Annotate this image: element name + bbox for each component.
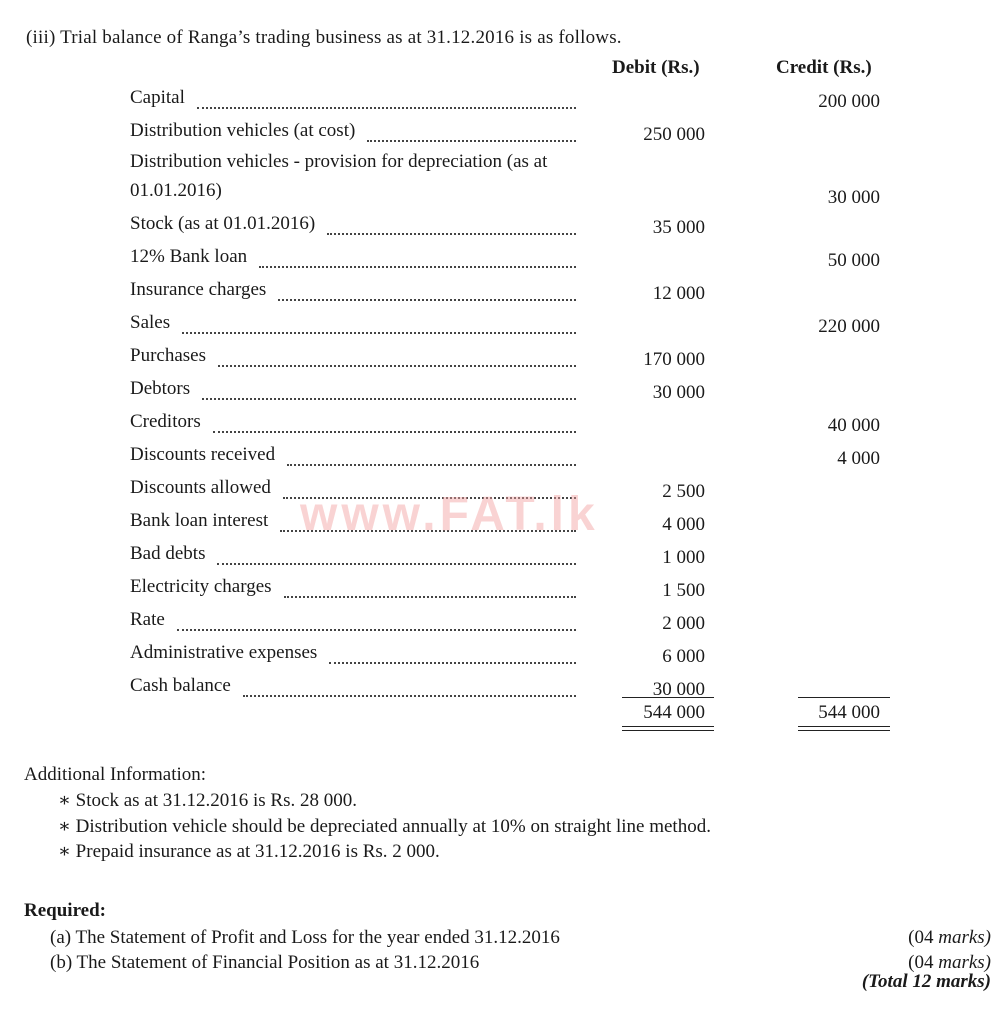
dot-leader	[329, 662, 576, 664]
credit-value: 200 000	[818, 91, 880, 112]
row-label: Stock (as at 01.01.2016)	[130, 213, 316, 234]
table-row	[130, 570, 890, 602]
debit-value: 1 000	[662, 547, 705, 568]
additional-info-text: Prepaid insurance as at 31.12.2016 is Rs. 2 000.	[75, 841, 440, 862]
debit-value: 35 000	[652, 217, 705, 238]
table-row	[130, 273, 890, 305]
debit-value: 170 000	[643, 349, 705, 370]
table-row	[130, 147, 890, 209]
row-label: Insurance charges	[130, 279, 267, 300]
debit-value: 30 000	[652, 382, 705, 403]
required-item-a: (a) The Statement of Profit and Loss for the year ended 31.12.2016	[50, 927, 560, 948]
table-row	[130, 81, 890, 113]
row-label: Creditors	[130, 411, 201, 432]
bullet-icon: ∗	[58, 790, 71, 811]
credit-value: 40 000	[827, 415, 880, 436]
row-label: Bad debts	[130, 543, 206, 564]
watermark: www.FAT.lk	[300, 488, 599, 541]
debit-subtotal-line	[622, 697, 714, 698]
dot-leader	[213, 431, 576, 433]
table-row	[130, 339, 890, 371]
row-label: Cash balance	[130, 675, 231, 696]
dot-leader	[287, 464, 576, 466]
debit-value: 250 000	[643, 124, 705, 145]
table-row	[130, 603, 890, 635]
dot-leader	[327, 233, 576, 235]
table-row	[130, 207, 890, 239]
dot-leader	[197, 107, 576, 109]
marks-a: (04 marks)	[908, 927, 991, 948]
row-label: Purchases	[130, 345, 206, 366]
dot-leader	[177, 629, 576, 631]
table-row	[130, 669, 890, 701]
debit-value: 12 000	[652, 283, 705, 304]
debit-value: 6 000	[662, 646, 705, 667]
credit-value: 30 000	[827, 187, 880, 208]
debit-value: 1 500	[662, 580, 705, 601]
bullet-icon: ∗	[58, 841, 71, 862]
dot-leader	[218, 365, 576, 367]
additional-info-item	[58, 840, 440, 863]
table-row	[130, 405, 890, 437]
additional-info-text: Stock as at 31.12.2016 is Rs. 28 000.	[75, 790, 357, 811]
bullet-icon: ∗	[58, 816, 71, 837]
row-label: Discounts allowed	[130, 477, 271, 498]
question-title: (iii) Trial balance of Ranga’s trading business as at 31.12.2016 is as follows.	[26, 27, 622, 48]
row-label: Debtors	[130, 378, 191, 399]
table-row	[130, 306, 890, 338]
debit-value: 4 000	[662, 514, 705, 535]
row-label: Bank loan interest	[130, 510, 269, 531]
credit-total: 544 000	[818, 702, 880, 723]
row-label: Rate	[130, 609, 165, 630]
marks-b: (04 marks)	[908, 952, 991, 973]
row-label: Capital	[130, 87, 185, 108]
table-row	[130, 372, 890, 404]
row-label: Discounts received	[130, 444, 276, 465]
credit-subtotal-line	[798, 697, 890, 698]
additional-info-item	[58, 789, 357, 812]
table-row	[130, 114, 890, 146]
dot-leader	[367, 140, 576, 142]
row-label: Distribution vehicles - provision for depreciation (as at 01.01.2016)	[130, 147, 580, 205]
dot-leader	[217, 563, 576, 565]
row-label: Electricity charges	[130, 576, 272, 597]
debit-double-underline	[622, 726, 714, 731]
debit-value: 2 000	[662, 613, 705, 634]
credit-double-underline	[798, 726, 890, 731]
table-row	[130, 438, 890, 470]
additional-info-heading: Additional Information:	[24, 764, 207, 785]
dot-leader	[202, 398, 576, 400]
dot-leader	[182, 332, 576, 334]
debit-total: 544 000	[643, 702, 705, 723]
credit-column-header: Credit (Rs.)	[776, 57, 872, 78]
required-item-b: (b) The Statement of Financial Position as at 31.12.2016	[50, 952, 480, 973]
dot-leader	[243, 695, 576, 697]
debit-value: 30 000	[652, 679, 705, 700]
row-label: Administrative expenses	[130, 642, 318, 663]
debit-value: 2 500	[662, 481, 705, 502]
table-row	[130, 636, 890, 668]
credit-value: 220 000	[818, 316, 880, 337]
row-label: 12% Bank loan	[130, 246, 248, 267]
required-heading: Required:	[24, 900, 106, 921]
additional-info-item	[58, 815, 711, 838]
table-row	[130, 240, 890, 272]
dot-leader	[259, 266, 576, 268]
row-label: Sales	[130, 312, 171, 333]
dot-leader	[284, 596, 576, 598]
debit-column-header: Debit (Rs.)	[612, 57, 700, 78]
dot-leader	[278, 299, 576, 301]
total-marks: (Total 12 marks)	[861, 971, 991, 992]
additional-info-text: Distribution vehicle should be depreciated annually at 10% on straight line method.	[75, 816, 711, 837]
row-label: Distribution vehicles (at cost)	[130, 120, 356, 141]
credit-value: 4 000	[837, 448, 880, 469]
credit-value: 50 000	[827, 250, 880, 271]
